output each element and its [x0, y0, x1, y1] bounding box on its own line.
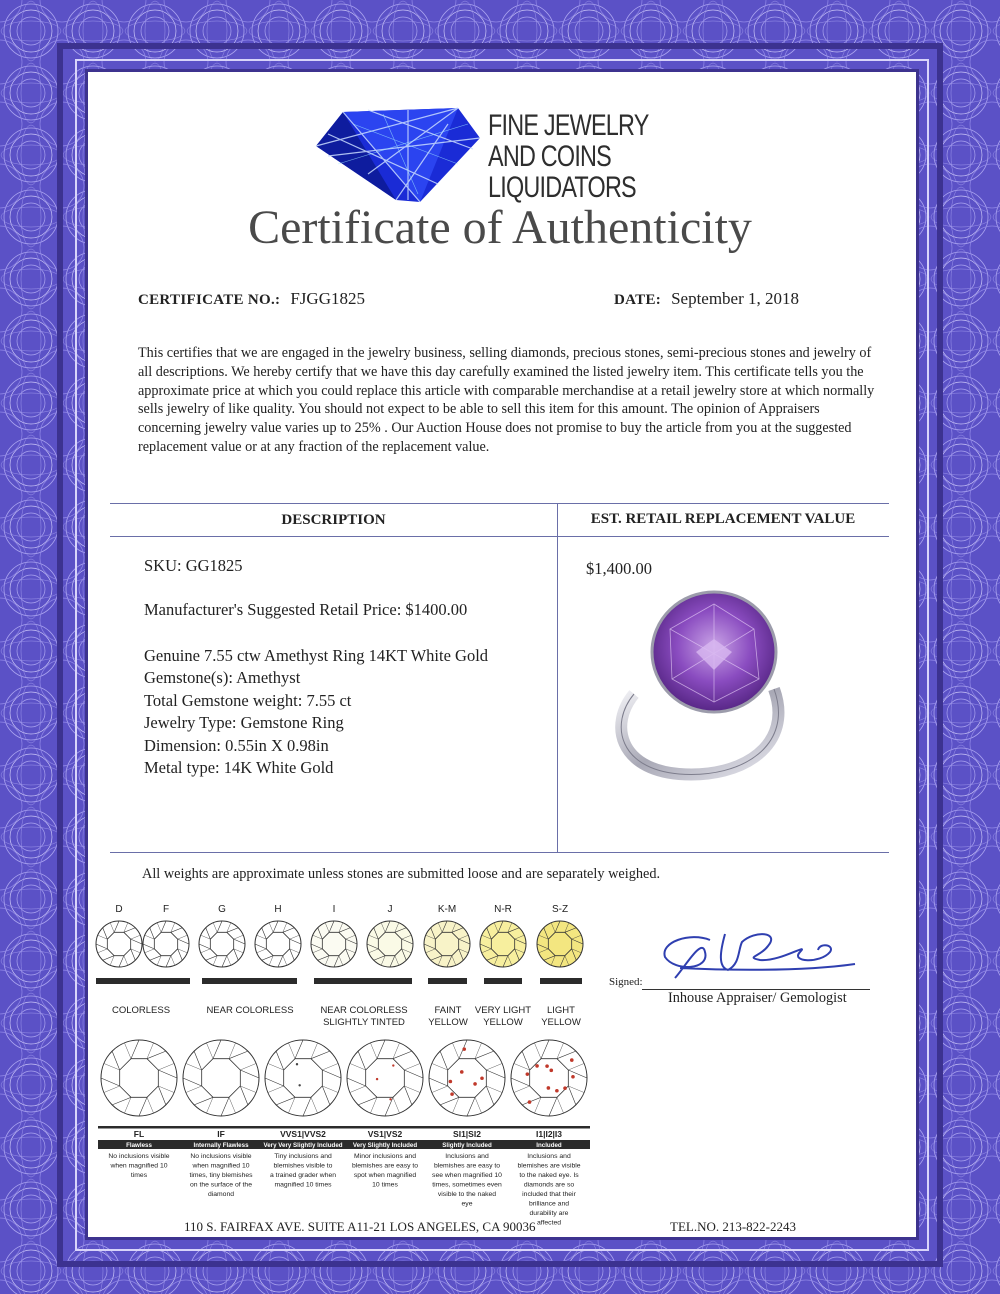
detail-line: Jewelry Type: Gemstone Ring: [144, 713, 344, 733]
diamond-gem-icon: [308, 104, 488, 204]
clarity-grade-diamond: [101, 1040, 177, 1116]
clarity-description: durability are: [529, 1210, 569, 1217]
color-group-bar: [484, 978, 522, 984]
color-group-bar: [428, 978, 467, 984]
clarity-description: Inclusions and: [527, 1153, 571, 1160]
inclusion-mark: [528, 1100, 532, 1104]
clarity-description: Minor inclusions and: [354, 1153, 416, 1160]
color-grade-diamond: [311, 921, 357, 967]
clarity-description: spot when magnified: [353, 1172, 417, 1179]
logo-line: FINE JEWELRY: [488, 109, 649, 142]
clarity-code: I1|I2|I3: [535, 1129, 563, 1139]
description-column-header: DESCRIPTION: [281, 512, 386, 528]
clarity-description: blemishes are easy to: [433, 1162, 501, 1170]
color-grade-diamond: [367, 921, 413, 967]
table-column-divider: [557, 503, 558, 852]
color-group-bar: [314, 978, 412, 984]
certificate-number-row: [138, 289, 365, 309]
clarity-code: IF: [217, 1129, 225, 1139]
clarity-description: blemishes are visible: [517, 1162, 581, 1170]
color-grade-diamond: [143, 921, 189, 967]
clarity-description: see when magnified 10: [432, 1172, 502, 1179]
clarity-description: on the surface of the: [190, 1181, 252, 1189]
inclusion-mark: [549, 1069, 553, 1073]
certificate-number-label: CERTIFICATE NO.:: [138, 292, 281, 308]
clarity-description: brilliance and: [528, 1200, 570, 1208]
color-group-label: YELLOW: [428, 1017, 468, 1028]
color-group-label: VERY LIGHT: [474, 1005, 532, 1016]
appraiser-title: Inhouse Appraiser/ Gemologist: [668, 990, 847, 1006]
clarity-name: Slightly Included: [442, 1142, 492, 1149]
inclusion-mark: [392, 1064, 394, 1066]
inclusion-mark: [460, 1070, 464, 1074]
color-group-bar: [96, 978, 190, 984]
clarity-description: No inclusions visible: [190, 1153, 252, 1160]
sku: SKU: GG1825: [144, 556, 243, 575]
weights-note: All weights are approximate unless stones are submitted loose and are separately weighed.: [142, 866, 661, 882]
certificate-number: FJGG1825: [290, 289, 365, 308]
logo-wordmark: [488, 110, 649, 203]
color-grade-diamond: [480, 921, 526, 967]
clarity-description: blemishes are easy to: [351, 1162, 419, 1170]
clarity-description: magnified 10 times: [274, 1181, 332, 1189]
footer-phone: TEL.NO. 213-822-2243: [670, 1219, 797, 1234]
inclusion-mark: [535, 1064, 539, 1068]
replacement-value: $1,400.00: [586, 559, 652, 578]
clarity-description: times, sometimes even: [432, 1181, 502, 1189]
clarity-description: No inclusions visible: [108, 1153, 170, 1160]
clarity-description: 10 times: [372, 1181, 398, 1189]
color-group-label: SLIGHTLY TINTED: [323, 1017, 405, 1028]
inclusion-mark: [450, 1092, 454, 1096]
company-logo: [308, 104, 649, 204]
detail-line: Total Gemstone weight: 7.55 ct: [144, 690, 352, 710]
inclusion-mark: [376, 1078, 378, 1080]
logo-line: LIQUIDATORS: [488, 171, 636, 204]
footer-address: 110 S. FAIRFAX AVE. SUITE A11-21 LOS ANGELES, CA 90036: [184, 1219, 536, 1234]
clarity-description: Tiny inclusions and: [274, 1153, 332, 1160]
msrp: Manufacturer's Suggested Retail Price: $1400.00: [144, 600, 468, 619]
color-grade-diamond: [424, 921, 470, 967]
detail-line: Genuine 7.55 ctw Amethyst Ring 14KT White Gold: [144, 646, 489, 665]
inclusion-mark: [298, 1084, 300, 1086]
color-group-label: COLORLESS: [111, 1005, 171, 1016]
color-group-label: NEAR COLORLESS: [206, 1005, 294, 1016]
clarity-description: diamond: [207, 1191, 235, 1198]
date-label: DATE:: [614, 292, 662, 308]
detail-line: Gemstone(s): Amethyst: [144, 668, 301, 688]
clarity-description: visible to the naked: [437, 1191, 497, 1198]
color-grade-diamond: [199, 921, 245, 967]
inclusion-mark: [462, 1047, 466, 1051]
clarity-code: SI1|SI2: [453, 1129, 481, 1139]
inclusion-mark: [473, 1082, 477, 1086]
color-group-bar: [540, 978, 582, 984]
color-grade-letter: D: [115, 904, 123, 915]
color-group-label: YELLOW: [541, 1017, 581, 1028]
table-bottom-rule: [110, 852, 889, 853]
color-grade-letter: F: [162, 904, 170, 915]
clarity-description: when magnified 10: [192, 1162, 250, 1170]
clarity-description: diamonds are so: [523, 1181, 575, 1189]
color-grade-letter: I: [332, 904, 336, 915]
logo-line: AND COINS: [488, 140, 611, 173]
clarity-code: VVS1|VVS2: [280, 1129, 326, 1139]
color-grade-letter: G: [218, 904, 226, 915]
clarity-description: when magnified 10: [110, 1162, 168, 1170]
color-grade-letter: H: [274, 904, 282, 915]
date-row: [614, 289, 799, 309]
inclusion-mark: [547, 1086, 551, 1090]
clarity-description: Inclusions and: [445, 1153, 489, 1160]
date-value: September 1, 2018: [671, 289, 800, 308]
color-grade-diamond: [255, 921, 301, 967]
clarity-description: affected: [536, 1219, 562, 1227]
inclusion-mark: [480, 1076, 484, 1080]
clarity-name: Very Slightly Included: [352, 1142, 418, 1149]
clarity-name: Internally Flawless: [193, 1142, 249, 1149]
signed-label: Signed:: [609, 976, 643, 988]
table-top-rule: [110, 503, 889, 504]
item-details: [144, 645, 488, 779]
color-group-label: YELLOW: [483, 1017, 523, 1028]
inclusion-mark: [563, 1086, 567, 1090]
color-grade-diamond: [537, 921, 583, 967]
clarity-grade-diamond: [429, 1040, 505, 1116]
color-grade-letter: S-Z: [551, 904, 569, 915]
inclusion-mark: [555, 1089, 559, 1093]
clarity-description: to the naked eye. Is: [519, 1172, 579, 1179]
clarity-description: eye: [461, 1200, 473, 1208]
clarity-name: Very Very Slightly Included: [263, 1142, 343, 1149]
value-column-header: EST. RETAIL REPLACEMENT VALUE: [590, 511, 856, 527]
color-grade-letter: J: [387, 904, 393, 915]
clarity-grade-diamond: [347, 1040, 423, 1116]
certification-statement: This certifies that we are engaged in the jewelry business, selling diamonds, precious stones, semi-precious stones and jewelry of all descriptions. We hereby certify that we have this day carefully examined the listed jewelry item. This certificate tells you the approximate price at which you could replace this article with comparable merchandise at a retail jewelry store at which normally sells jewelry of like quality. You should not expect to be able to sell this item for this amount. The opinion of Appraisers concerning jewelry value varies up to 25% . Our Auction House does not promise to buy the article from you at the suggested replacement value or at any fraction of the replacement value.: [138, 345, 875, 455]
detail-line: Metal type: 14K White Gold: [144, 758, 334, 778]
color-group-label: NEAR COLORLESS: [320, 1005, 408, 1016]
clarity-description: included that their: [522, 1191, 576, 1198]
clarity-code: VS1|VS2: [367, 1129, 403, 1139]
clarity-name: Flawless: [126, 1142, 152, 1149]
color-group-bar: [202, 978, 297, 984]
clarity-description: times: [130, 1172, 148, 1179]
clarity-grade-diamond: [265, 1040, 341, 1116]
clarity-description: a trained grader when: [269, 1172, 337, 1179]
inclusion-mark: [570, 1058, 574, 1062]
clarity-grade-diamond: [183, 1040, 259, 1116]
inclusion-mark: [526, 1072, 530, 1076]
clarity-name: Included: [536, 1142, 562, 1149]
signature-image: [650, 912, 870, 984]
detail-line: Dimension: 0.55in X 0.98in: [144, 735, 329, 755]
clarity-description: blemishes visible to: [273, 1162, 333, 1170]
inclusion-mark: [449, 1080, 453, 1084]
color-grade-letter: K-M: [437, 904, 457, 915]
color-group-label: LIGHT: [547, 1005, 575, 1016]
table-header-rule: [110, 536, 889, 537]
clarity-description: times, tiny blemishes: [189, 1172, 253, 1179]
amethyst-ring-image: [604, 584, 794, 780]
color-group-label: FAINT: [434, 1005, 462, 1016]
color-grade-diamond: [96, 921, 142, 967]
inclusion-mark: [571, 1075, 575, 1079]
page-title: Certificate of Authenticity: [248, 201, 752, 254]
inclusion-mark: [389, 1098, 391, 1100]
clarity-code: FL: [133, 1129, 145, 1139]
color-grade-letter: N-R: [494, 904, 512, 915]
clarity-grade-diamond: [511, 1040, 587, 1116]
inclusion-mark: [545, 1064, 549, 1068]
inclusion-mark: [296, 1063, 298, 1065]
